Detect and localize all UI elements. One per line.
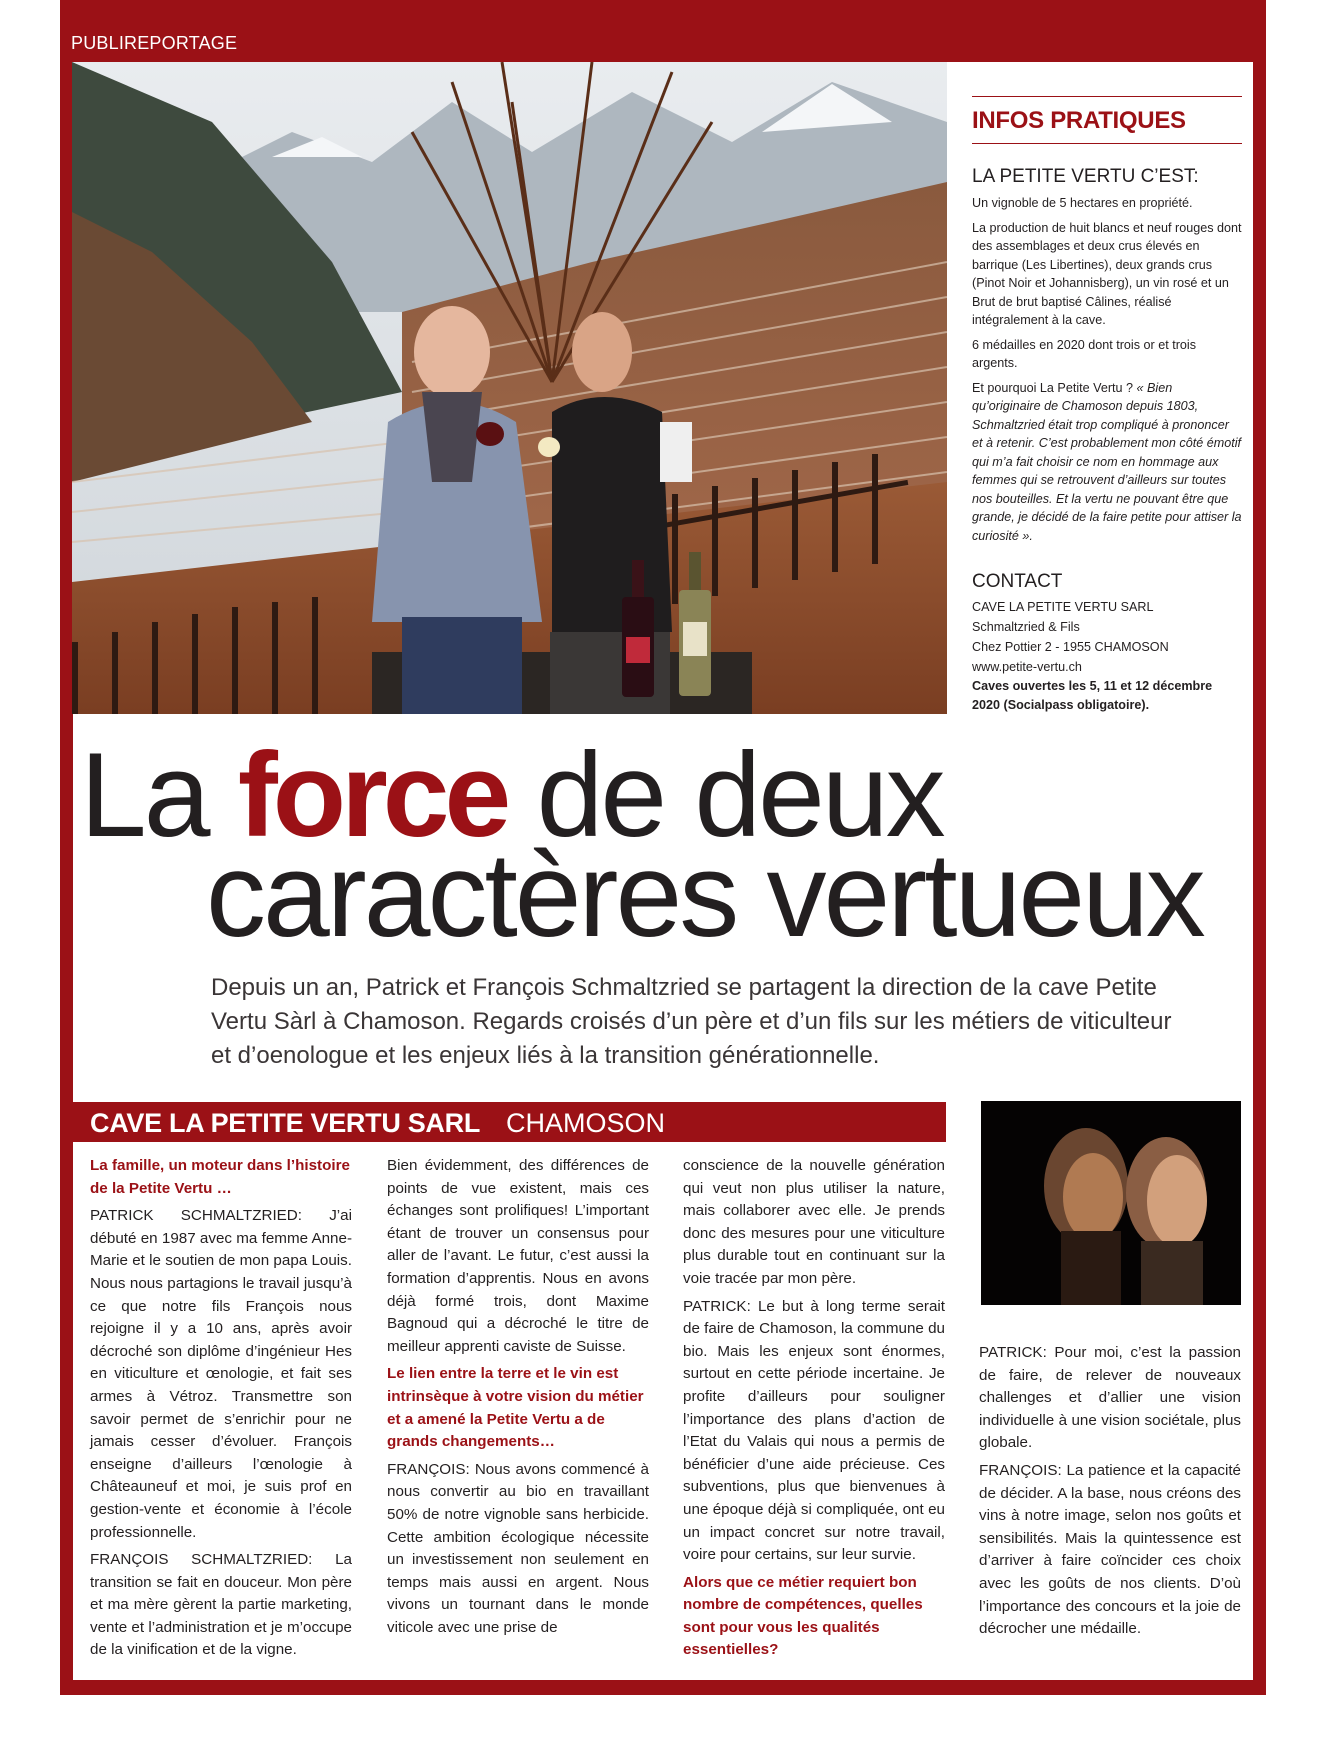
article-column-2	[387, 1155, 649, 1644]
article-question: Le lien entre la terre et le vin est intrinsèque à votre vision du métier et a amené la Petite Vertu a de grands changements…	[387, 1365, 644, 1451]
article-question: Alors que ce métier requiert bon nombre de compétences, quelles sont pour vous les qualités essentielles?	[683, 1573, 923, 1659]
banner-company: CAVE LA PETITE VERTU SARL	[90, 1108, 481, 1138]
contact-website-link[interactable]: www.petite-vertu.ch	[972, 660, 1082, 674]
contact-owners: Schmaltzried & Fils	[972, 620, 1080, 634]
headline-line-2: caractères vertueux	[206, 828, 1203, 962]
infos-paragraph: Un vignoble de 5 hectares en propriété.	[972, 196, 1193, 210]
article-paragraph: FRANÇOIS SCHMALTZRIED: La transition se fait en douceur. Mon père et ma mère gèrent la partie marketing, vente et l’administration et je m’occupe de la vinification et de la vigne.	[90, 1551, 352, 1659]
contact-title: CONTACT	[972, 571, 1063, 592]
infos-title: INFOS PRATIQUES	[972, 107, 1186, 134]
infos-paragraph: La production de huit blancs et neuf rouges dont des assemblages et deux crus élevés en barrique (Les Libertines), deux grands crus (Pinot Noir et Johannisberg), un vin rosé et un Brut de brut baptisé Câlines, réalisé intégralement à la cave.	[972, 220, 1242, 327]
contact-company: CAVE LA PETITE VERTU SARL	[972, 600, 1154, 614]
article-paragraph: PATRICK: Pour moi, c’est la passion de faire, de relever de nouveaux challenges et d’allier une vision individuelle à une vision sociétale, plus globale.	[979, 1344, 1241, 1452]
article-paragraph: PATRICK: Le but à long terme serait de faire de Chamoson, la commune du bio. Mais les enjeux sont énormes, surtout en cette période incertaine. Je profite d’ailleurs pour souligner l’importance des plans d’action de l’Etat du Valais qui nous a permis de bénéficier d’une aide précieuse. Ces subventions, plus que bienvenues à une époque déjà si compliquée, ont eu un impact concret sur notre travail, voire pour certains, sur leur survie.	[683, 1297, 945, 1564]
headline-rest: de deux	[506, 728, 943, 862]
article-column-4	[979, 1342, 1241, 1646]
infos-bottom-rule	[972, 143, 1242, 144]
banner-place: CHAMOSON	[506, 1108, 666, 1138]
article-question: La famille, un moteur dans l’histoire de la Petite Vertu …	[90, 1157, 350, 1197]
section-banner	[72, 1102, 946, 1142]
headline-force: force	[237, 728, 507, 862]
publireportage-label: PUBLIREPORTAGE	[71, 33, 238, 53]
infos-paragraph	[972, 379, 1242, 546]
headline-la: La	[80, 728, 238, 862]
infos-top-rule	[972, 96, 1242, 97]
portrait-photo	[981, 1101, 1241, 1305]
article-column-3	[683, 1155, 945, 1667]
vineyard-photo	[72, 62, 947, 714]
contact-address: Chez Pottier 2 - 1955 CHAMOSON	[972, 640, 1169, 654]
contact-open-days: Caves ouvertes les 5, 11 et 12 décembre 2020 (Socialpass obligatoire).	[972, 679, 1213, 712]
article-paragraph: FRANÇOIS: La patience et la capacité de décider. A la base, nous créons des vins à notre image, selon nos goûts et sensibilités. Mais la quintessence est d’arriver à faire coïncider ces choix avec les goûts de nos clients. D’où l’importance des concours et la joie de décrocher une médaille.	[979, 1461, 1241, 1638]
infos-quote: « Bien qu’originaire de Chamoson depuis 1803, Schmaltzried était trop compliqué à prononcer et à retenir. C’est probablement mon côté émotif qui m’a fait choisir ce nom en hommage aux femmes qui se retrouvent d’ailleurs sur toutes nos bouteilles. Et la vertu ne pouvant être que grande, je décidé de la faire petite pour attiser la curiosité ».	[972, 380, 1242, 543]
infos-pratiques-box	[972, 96, 1242, 715]
infos-paragraph: 6 médailles en 2020 dont trois or et trois argents.	[972, 337, 1197, 370]
article-paragraph: FRANÇOIS: Nous avons commencé à nous convertir au bio en travaillant 50% de notre vignoble sans herbicide. Cette ambition écologique nécessite un investissement non seulement en temps mais aussi en argent. Nous vivons un tournant dans le monde viticole avec une prise de	[387, 1460, 649, 1636]
contact-block	[972, 571, 1242, 715]
article-paragraph: conscience de la nouvelle génération qui veut non plus utiliser la nature, mais collaborer avec elle. Je prends donc des mesures pour une viticulture plus durable tout en continuant sur la voie tracée par mon père.	[683, 1157, 945, 1287]
article-paragraph: Bien évidemment, des différences de points de vue existent, mais ces échanges sont prolifiques! L’important étant de trouver un consensus pour aller de l’avant. Le futur, c’est aussi la formation d’apprentis. Nous en avons déjà formé trois, dont Maxime Bagnoud qui a décroché le titre de meilleur apprenti caviste de Suisse.	[387, 1157, 649, 1355]
article-paragraph: PATRICK SCHMALTZRIED: J’ai débuté en 1987 avec ma femme Anne-Marie et le soutien de mon papa Louis. Nous nous partagions le travail jusqu’à ce que notre fils François nous rejoigne il y a 10 ans, après avoir décroché son diplôme d’ingénieur Hes en viticulture et œnologie, et fait ses armes à Vétroz. Transmettre son savoir permet de s’enrichir pour ne jamais cesser d’évoluer. François enseigne d’ailleurs l’œnologie à Châteauneuf et moi, je suis prof en gestion-vente et économie à l’école professionnelle.	[90, 1207, 352, 1541]
infos-question: Et pourquoi La Petite Vertu ?	[972, 380, 1137, 395]
infos-subtitle: LA PETITE VERTU C’EST:	[972, 166, 1199, 187]
intro-lede: Depuis un an, Patrick et François Schmaltzried se partagent la direction de la cave Petite Vertu Sàrl à Chamoson. Regards croisés d’un père et d’un fils sur les métiers de viticulteur et d’oenologue et les enjeux liés à la transition générationnelle.	[211, 974, 1172, 1069]
article-column-1	[90, 1155, 352, 1667]
